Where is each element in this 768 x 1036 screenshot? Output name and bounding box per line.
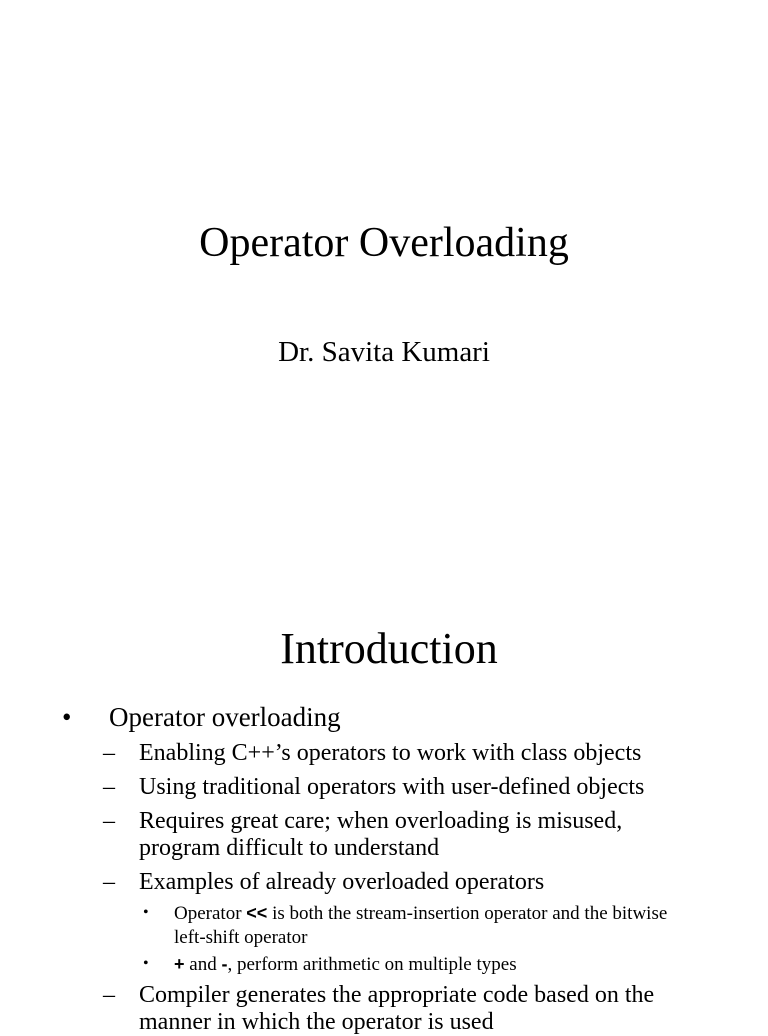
example-and: and xyxy=(184,954,222,975)
operator-symbol: - xyxy=(221,954,228,974)
sub-point-text: Compiler generates the appropriate code based on the manner in which the operator is used xyxy=(139,982,655,1035)
operator-symbol: << xyxy=(246,903,268,923)
operator-symbol: + xyxy=(174,954,185,974)
dash-icon: – xyxy=(103,982,115,1008)
bullet-icon: • xyxy=(143,955,149,972)
author-name: Dr. Savita Kumari xyxy=(278,336,490,368)
example-text xyxy=(174,901,694,950)
example-prefix: Operator xyxy=(174,903,247,924)
sub-point-text: Examples of already overloaded operators xyxy=(139,869,545,895)
example-text xyxy=(174,952,714,977)
example-suffix: is both the stream-insertion operator and the bitwise left-shift operator xyxy=(174,903,668,948)
main-bullet-text: Operator overloading xyxy=(109,702,341,732)
presentation-title: Operator Overloading xyxy=(199,220,569,266)
dash-icon: – xyxy=(103,808,115,834)
sub-point-text: Using traditional operators with user-defined objects xyxy=(139,774,645,800)
example-suffix: , perform arithmetic on multiple types xyxy=(227,954,517,975)
sub-point-text: Enabling C++’s operators to work with class objects xyxy=(139,740,642,766)
dash-icon: – xyxy=(103,869,115,895)
dash-icon: – xyxy=(103,740,115,766)
dash-icon: – xyxy=(103,774,115,800)
slide-title: Introduction xyxy=(280,624,498,673)
bullet-icon: • xyxy=(62,702,72,732)
sub-point-text: Requires great care; when overloading is misused, program difficult to understand xyxy=(139,808,623,861)
bullet-icon: • xyxy=(143,904,149,921)
